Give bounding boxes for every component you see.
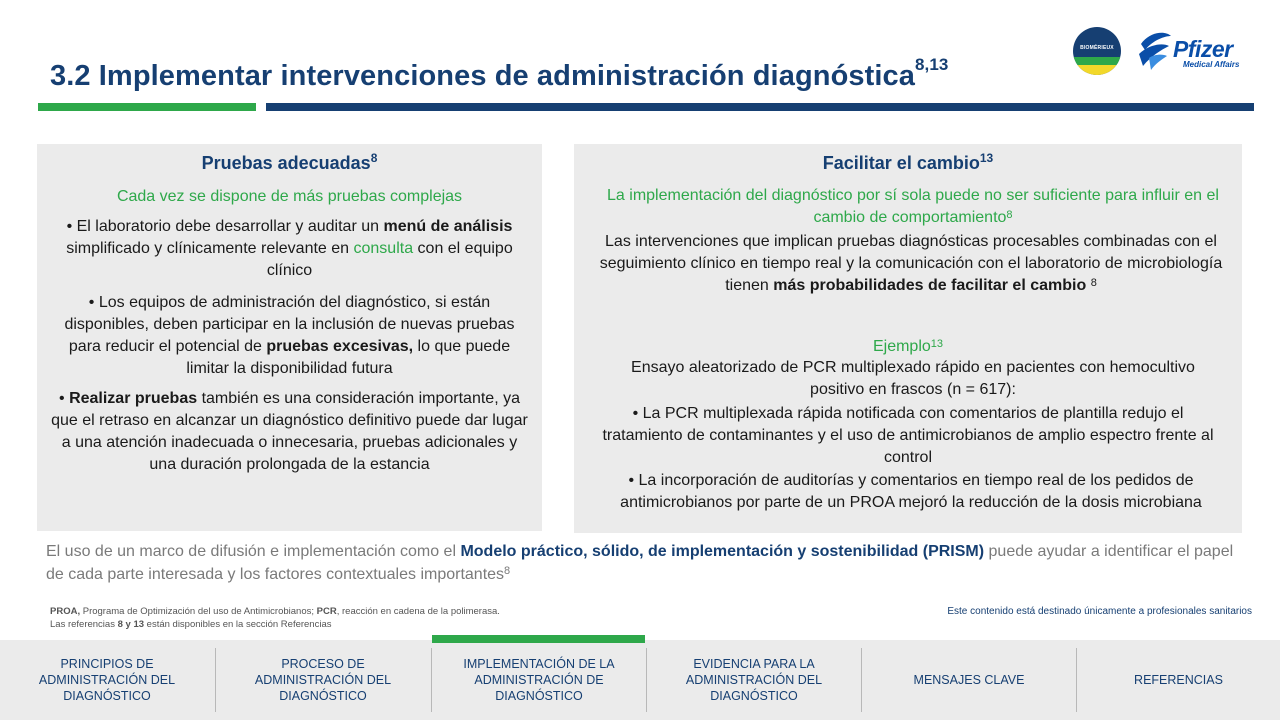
pfizer-logo-sub: Medical Affairs (1183, 60, 1240, 69)
right-example-label-text: Ejemplo (872, 338, 931, 355)
right-example-bullet-1: • La PCR multiplexada rápida notificada con comentarios de plantilla redujo el tratamiento de contaminantes y el uso de antimicrobianos de amplio espectro frente al control (602, 405, 1214, 466)
pfizer-pill-icon (1135, 28, 1175, 72)
left-panel-bullet-2 (47, 292, 532, 380)
pfizer-logo-word: Pfizer (1173, 36, 1233, 62)
prism-bold: Modelo práctico, sólido, de implementación y sostenibilidad (PRISM) (460, 543, 985, 560)
fn-pcr-def: , reacción en cadena de la polimerasa. (336, 606, 500, 617)
left-panel-bullet-3: • Realizar pruebas también es una consideración importante, ya que el retraso en alcanzar un diagnóstico definitivo puede dar lugar a una atención inadecuada o innecesaria, pruebas adicionales y una duración prolongada de la estancia (51, 390, 528, 473)
right-panel-subtitle (604, 185, 1222, 229)
left-panel-bullet-1 (49, 216, 530, 282)
left-b2-bold: pruebas excesivas, (266, 338, 414, 355)
nav-item-proceso[interactable]: PROCESO DE ADMINISTRACIÓN DEL DIAGNÓSTICO (254, 657, 392, 703)
right-panel (574, 144, 1242, 533)
page-title-text: 3.2 Implementar intervenciones de administración diagnóstica (50, 60, 915, 92)
fn-refs-post: están disponibles en la sección Referencias (144, 619, 332, 630)
nav-item-referencias[interactable]: REFERENCIAS (1134, 673, 1223, 687)
left-b1-post: con el equipo clínico (266, 240, 513, 279)
right-example-bullet-2: • La incorporación de auditorías y comentarios en tiempo real de los pedidos de antimicrobianos por parte de un PROA mejoró la reducción de la dosis microbiana (620, 472, 1202, 511)
prism-post: puede ayudar a identificar el papel de cada parte interesada y los factores contextuales importantes (46, 543, 1234, 583)
page-title (50, 55, 949, 93)
biomerieux-logo-band (1073, 57, 1121, 75)
footnotes (50, 605, 500, 631)
disclaimer: Este contenido está destinado únicamente a profesionales sanitarios (947, 606, 1252, 617)
nav-item-evidencia[interactable]: EVIDENCIA PARA LA ADMINISTRACIÓN DEL DIAGNÓSTICO (685, 657, 823, 703)
biomerieux-logo-text: BIOMÉRIEUX (1080, 45, 1114, 51)
pfizer-logo (1135, 28, 1255, 74)
fn-proa-def: Programa de Optimización del uso de Antimicrobianos; (80, 606, 317, 617)
left-b3-post: también es una consideración importante, ya que el retraso en alcanzar un diagnóstico definitivo puede dar lugar a una atención inadecuada o innecesaria, pruebas adicionales y una duración prolongada de la estancia (51, 390, 528, 473)
left-panel-title-text: Pruebas adecuadas (201, 153, 371, 173)
left-b3-bold: Realizar pruebas (69, 390, 198, 407)
right-example-ref: 13 (930, 338, 944, 350)
nav-item-implementacion[interactable]: IMPLEMENTACIÓN DE LA ADMINISTRACIÓN DE DIAGNÓSTICO (463, 657, 615, 703)
title-underline-green (38, 103, 256, 111)
right-p1-ref: 8 (1090, 277, 1097, 289)
right-example-label (574, 336, 1242, 358)
left-b2-post: lo que puede limitar la disponibilidad futura (186, 338, 511, 377)
footnote-abbreviations (50, 605, 500, 618)
right-panel-title-text: Facilitar el cambio (822, 153, 980, 173)
left-b1-pre: • El laboratorio debe desarrollar y auditar un (66, 218, 384, 235)
prism-statement (46, 540, 1236, 586)
nav-item-mensajes-clave[interactable]: MENSAJES CLAVE (913, 673, 1025, 687)
left-b1-mid: simplificado y clínicamente relevante en (66, 240, 354, 257)
prism-ref: 8 (504, 565, 511, 577)
left-b1-bold: menú de análisis (383, 218, 513, 235)
biomerieux-logo (1073, 27, 1121, 75)
right-example-intro: Ensayo aleatorizado de PCR multiplexado rápido en pacientes con hemocultivo positivo en frascos (n = 617): (631, 359, 1195, 398)
left-panel-title (37, 153, 542, 174)
fn-proa: PROA, (50, 606, 81, 617)
fn-refs-pre: Las referencias (50, 619, 118, 630)
prism-pre: El uso de un marco de difusión e implementación como el (46, 543, 461, 560)
left-panel-title-ref: 8 (370, 151, 378, 165)
fn-pcr: PCR (316, 606, 337, 617)
right-panel-paragraph (592, 231, 1230, 297)
left-panel (37, 144, 542, 531)
nav-item-principios[interactable]: PRINCIPIOS DE ADMINISTRACIÓN DEL DIAGNÓSTICO (38, 657, 176, 703)
footnote-references (50, 618, 500, 631)
left-b2-pre: • Los equipos de administración del diagnóstico, si están disponibles, deben participar en la inclusión de nuevas pruebas para reducir el potencial de (64, 294, 515, 355)
right-subtitle-ref: 8 (1006, 209, 1013, 221)
right-panel-title (574, 153, 1242, 174)
right-p1-pre: Las intervenciones que implican pruebas diagnósticas procesables combinadas con el seguimiento clínico en tiempo real y la comunicación con el laboratorio de microbiología tienen (599, 233, 1223, 294)
left-panel-subtitle: Cada vez se dispone de más pruebas complejas (116, 188, 463, 205)
right-panel-title-ref: 13 (979, 151, 994, 165)
right-p1-bold: más probabilidades de facilitar el cambio (773, 277, 1087, 294)
fn-refs-bold: 8 y 13 (117, 619, 145, 630)
left-b1-green: consulta (353, 240, 414, 257)
page-title-refs: 8,13 (914, 55, 949, 74)
right-subtitle-text: La implementación del diagnóstico por sí sola puede no ser suficiente para influir en el cambio de comportamiento (607, 187, 1219, 226)
title-underline-blue (266, 103, 1254, 111)
